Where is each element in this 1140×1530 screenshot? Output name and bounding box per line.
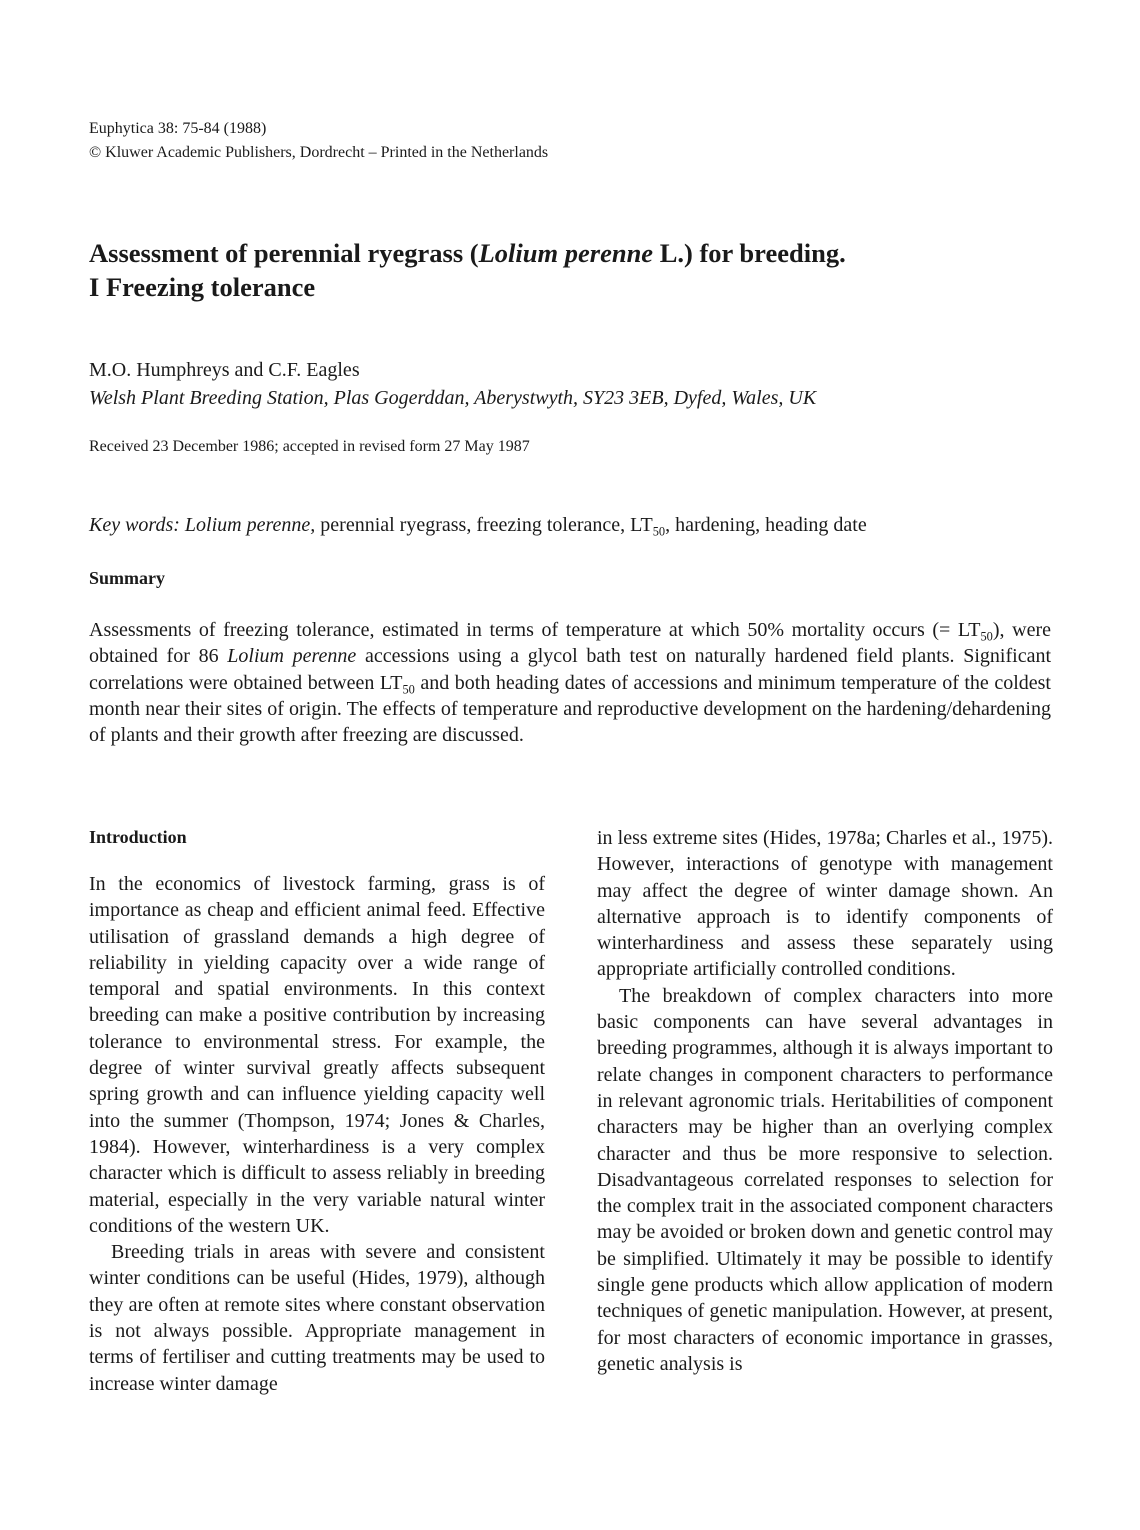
- title-species: Lolium perenne: [478, 238, 654, 268]
- author-block: [89, 356, 816, 412]
- body-paragraph: In the economics of livestock farming, grass is of importance as cheap and efficient animal feed. Effective utilisation of grassland demands a high degree of reliability in yielding capacity over a wide range of temporal and spatial environments. In this context breeding can make a positive contribution by increasing tolerance to environmental stress. For example, the degree of winter survival greatly affects subsequent spring growth and can influence yielding capacity well into the summer (Thompson, 1974; Jones & Charles, 1984). However, winterhardiness is a very complex character which is difficult to assess reliably in breeding material, especially in the very variable natural winter conditions of the western UK.: [89, 873, 545, 1237]
- title-part: Assessment of perennial ryegrass (: [89, 238, 479, 268]
- keywords-label: Key words:: [89, 514, 180, 536]
- summary-text: accessions using a glycol bath test on naturally hardened field plants. Significant correlations were obtained between LT: [89, 645, 1051, 694]
- journal-header: [89, 117, 548, 165]
- summary-heading: Summary: [89, 568, 165, 588]
- paper-title: [89, 236, 1069, 304]
- subscript: 50: [652, 524, 666, 539]
- introduction-heading: Introduction: [89, 827, 187, 847]
- author-names: M.O. Humphreys and C.F. Eagles: [89, 359, 360, 381]
- body-paragraph: in less extreme sites (Hides, 1978a; Charles et al., 1975). However, interactions of genotype with management may affect the degree of winter damage shown. An alternative approach is to identify components of winterhardiness and assess these separately using appropriate artificially controlled conditions.: [597, 827, 1053, 981]
- subscript: 50: [402, 681, 415, 696]
- journal-citation: Euphytica 38: 75-84 (1988): [89, 120, 267, 137]
- keywords-text: , hardening, heading date: [665, 514, 867, 536]
- summary-species: Lolium perenne: [227, 645, 357, 668]
- summary-text: Assessments of freezing tolerance, estimated in terms of temperature at which 50% mortality occurs (= LT: [89, 619, 981, 641]
- publisher-line: © Kluwer Academic Publishers, Dordrecht – Printed in the Netherlands: [89, 144, 549, 161]
- summary-paragraph: [89, 617, 1051, 748]
- title-part: L.) for breeding.: [653, 238, 846, 268]
- summary-text: and both heading dates of accessions and minimum temperature of the coldest month near their sites of origin. The effects of temperature and reproductive development on the hardening/dehardening of plants and their growth after freezing are discussed.: [89, 671, 1051, 747]
- author-affiliation: Welsh Plant Breeding Station, Plas Gogerddan, Aberystwyth, SY23 3EB, Dyfed, Wales, UK: [89, 387, 817, 409]
- received-dates: Received 23 December 1986; accepted in revised form 27 May 1987: [89, 438, 530, 455]
- body-paragraph: Breeding trials in areas with severe and consistent winter conditions can be useful (Hides, 1979), although they are often at remote sites where constant observation is not always possible. Appropriate management in terms of fertiliser and cutting treatments may be used to increase winter damage: [89, 1241, 545, 1395]
- keywords-text: perennial ryegrass, freezing tolerance, LT: [315, 514, 653, 536]
- keywords-line: [89, 511, 867, 539]
- body-paragraph: The breakdown of complex characters into more basic components can have several advantages in breeding programmes, although it is always important to relate changes in component characters to performance in relevant agronomic trials. Heritabilities of component characters may be higher than an overlying complex character and thus be more responsive to selection. Disadvantageous correlated responses to selection for the complex trait in the associated component characters may be avoided or broken down and genetic control may be simplified. Ultimately it may be possible to identify single gene products which allow application of modern techniques of genetic manipulation. However, at present, for most characters of economic importance in grasses, genetic analysis is: [597, 984, 1053, 1375]
- title-subtitle: I Freezing tolerance: [89, 272, 316, 302]
- left-column: [89, 871, 545, 1397]
- subscript: 50: [980, 629, 993, 644]
- summary-text: ), were obtained for 86: [89, 619, 1051, 668]
- right-column: [597, 825, 1053, 1377]
- keyword-species: Lolium perenne,: [184, 514, 316, 536]
